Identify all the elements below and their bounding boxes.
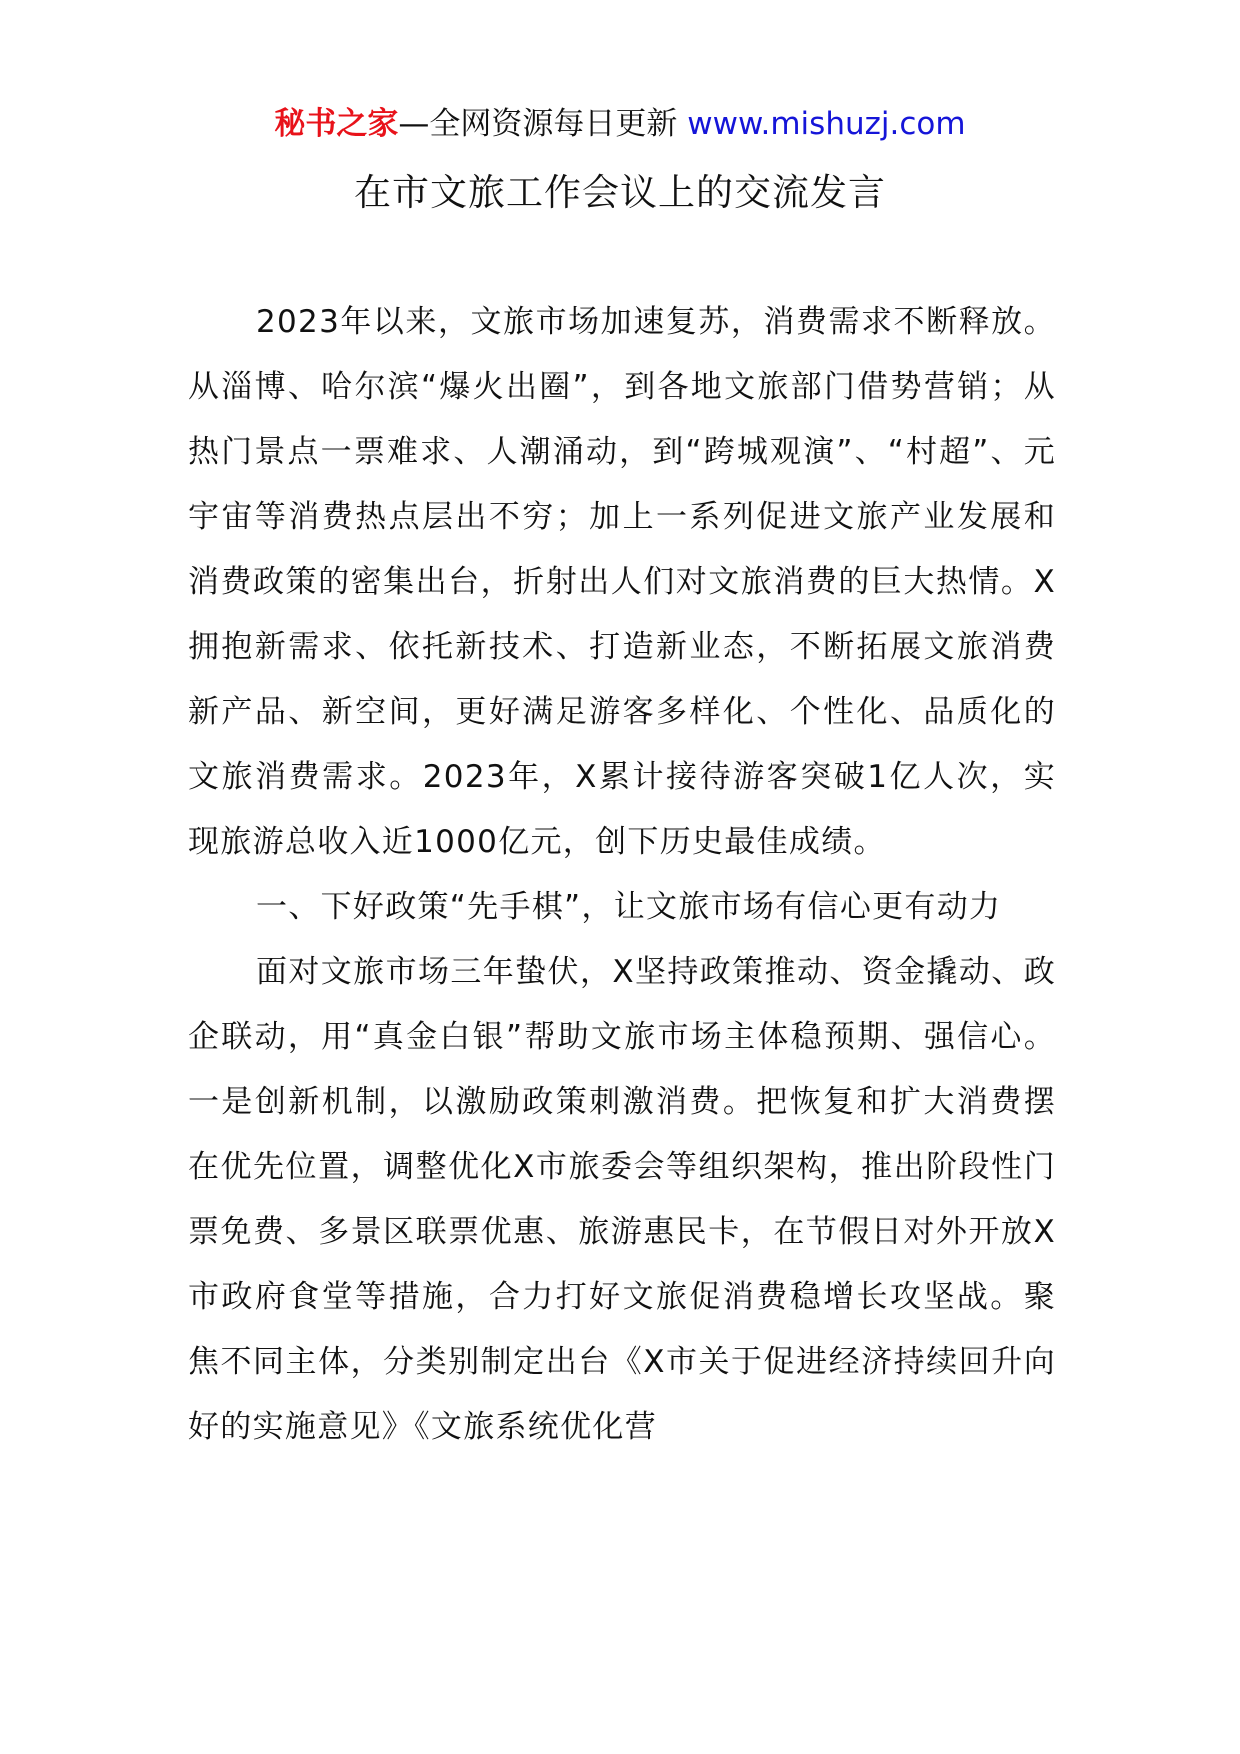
brand-name: 秘书之家 bbox=[274, 106, 399, 142]
site-header bbox=[0, 104, 1240, 144]
document-body bbox=[188, 290, 1056, 1460]
site-url-link[interactable]: www.mishuzj.com bbox=[687, 106, 966, 142]
section-1-paragraph: 面对文旅市场三年蛰伏，X坚持政策推动、资金撬动、政企联动，用“真金白银”帮助文旅市场主体稳预期、强信心。一是创新机制，以激励政策刺激消费。把恢复和扩大消费摆在优先位置，调整优化X市旅委会等组织架构，推出阶段性门票免费、多景区联票优惠、旅游惠民卡，在节假日对外开放X市政府食堂等措施，合力打好文旅促消费稳增长攻坚战。聚焦不同主体，分类别制定出台《X市关于促进经济持续回升向好的实施意见》《文旅系统优化营 bbox=[188, 954, 1056, 1445]
header-tagline: —全网资源每日更新 bbox=[398, 106, 678, 142]
intro-paragraph: 2023年以来，文旅市场加速复苏，消费需求不断释放。从淄博、哈尔滨“爆火出圈”，到各地文旅部门借势营销；从热门景点一票难求、人潮涌动，到“跨城观演”、“村超”、元宇宙等消费热点层出不穷；加上一系列促进文旅产业发展和消费政策的密集出台，折射出人们对文旅消费的巨大热情。X拥抱新需求、依托新技术、打造新业态，不断拓展文旅消费新产品、新空间，更好满足游客多样化、个性化、品质化的文旅消费需求。2023年，X累计接待游客突破1亿人次，实现旅游总收入近1000亿元，创下历史最佳成绩。 bbox=[188, 304, 1056, 860]
section-heading-1: 一、下好政策“先手棋”，让文旅市场有信心更有动力 bbox=[256, 889, 1002, 925]
document-title: 在市文旅工作会议上的交流发言 bbox=[354, 171, 886, 214]
